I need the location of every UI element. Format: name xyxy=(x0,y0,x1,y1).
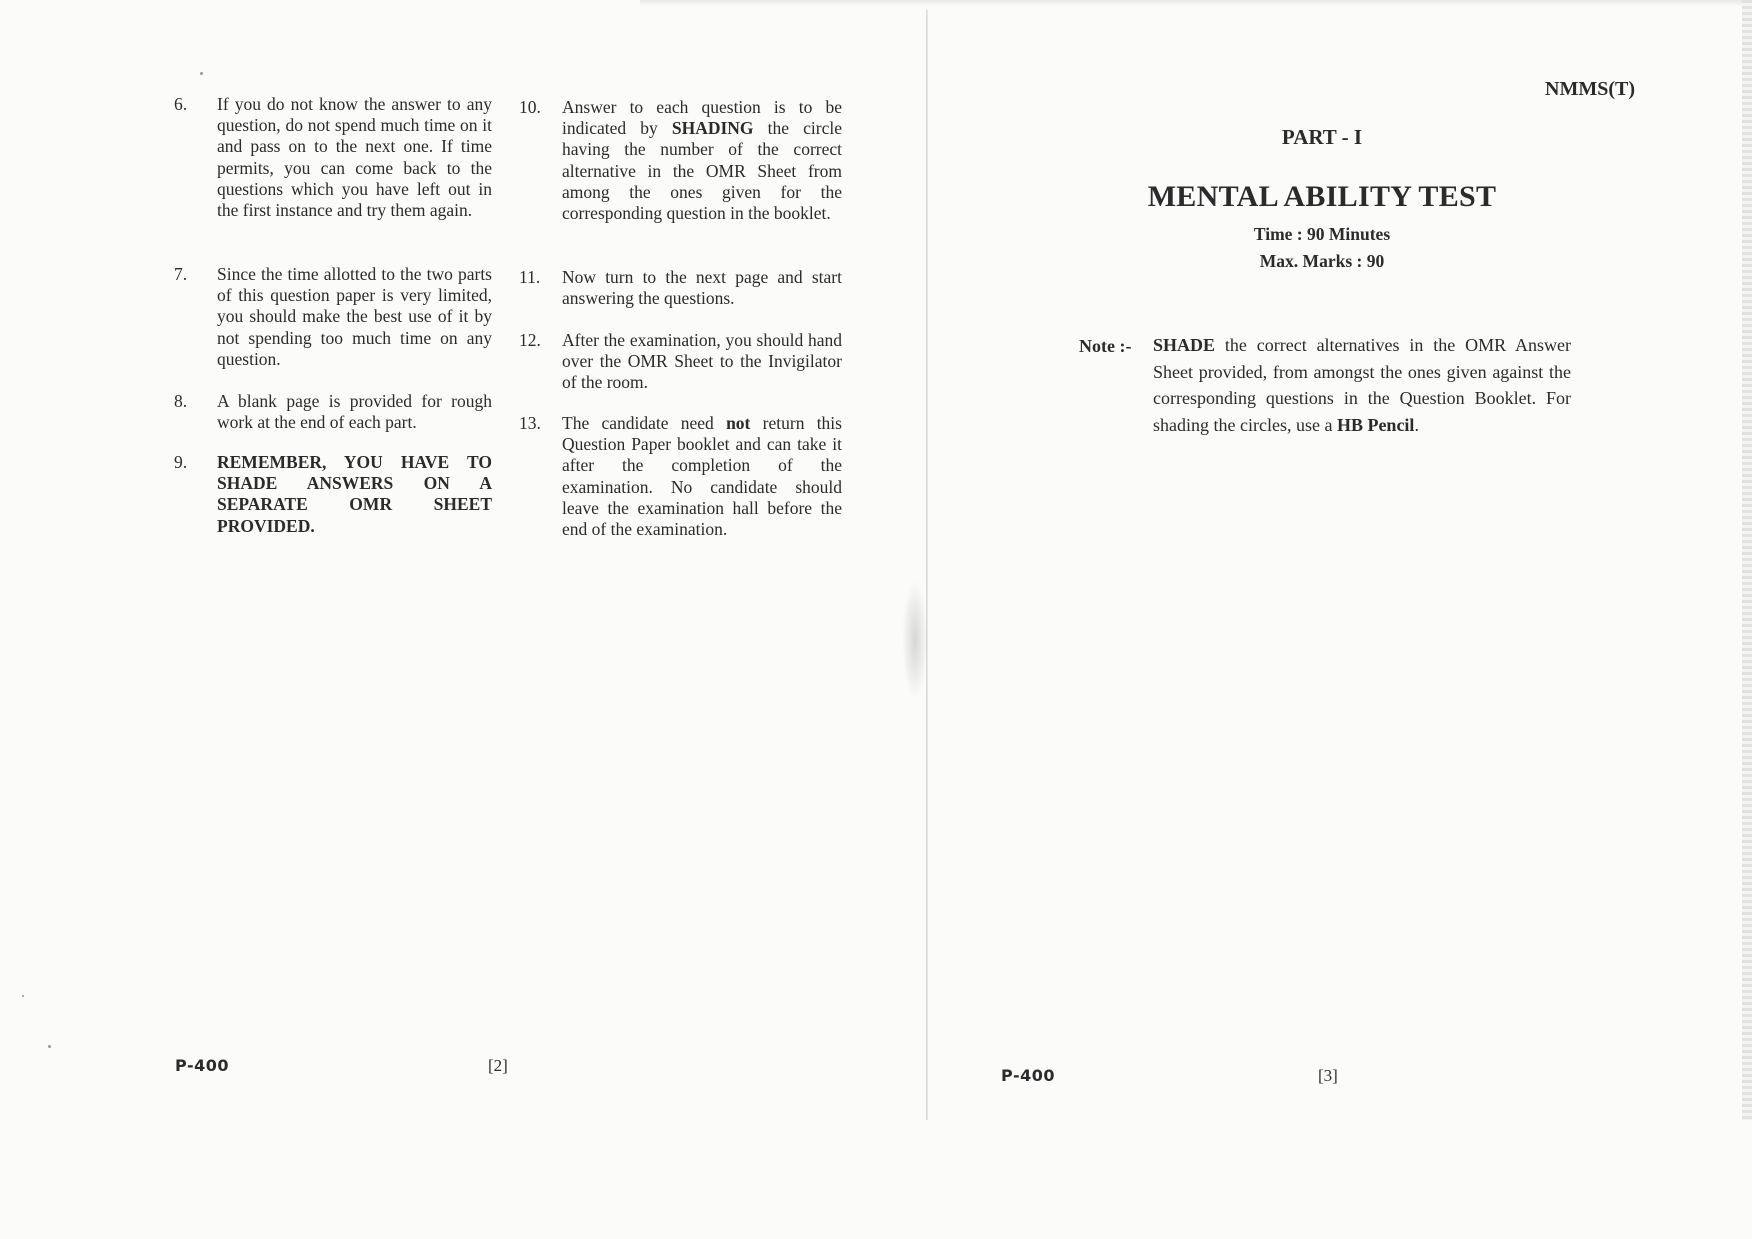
part-heading: PART - I xyxy=(1281,125,1363,149)
text-emphasis: SHADE xyxy=(1153,335,1216,355)
item-number: 7. xyxy=(174,264,188,284)
paper-code-header: NMMS(T) xyxy=(1545,78,1635,100)
item-text: A blank page is provided for rough work at the end of each part. xyxy=(217,391,492,433)
item-text: If you do not know the answer to any question, do not spend much time on it and pass on to the next one. If time permits, you can come back to the questions which you have left out in the first instance and try them again. xyxy=(217,94,492,221)
text-emphasis: SHADING xyxy=(671,118,754,139)
scan-edge-right xyxy=(1742,0,1752,1120)
text-segment: the correct alternatives in the OMR Answer Sheet provided, from amongst the ones given against the corresponding questions in the Question Booklet. For shading the circles, use a xyxy=(1153,335,1571,435)
item-line: SHADE ANSWERS ON A xyxy=(217,473,492,494)
item-line: REMEMBER, YOU HAVE TO xyxy=(217,452,492,472)
text-segment: . xyxy=(1414,414,1419,435)
item-line: PROVIDED. xyxy=(217,515,315,536)
footer-paper-code: P-400 xyxy=(1001,1066,1055,1085)
test-title: MENTAL ABILITY TEST xyxy=(1147,180,1497,213)
item-text xyxy=(562,97,842,224)
item-number: 11. xyxy=(519,267,541,287)
item-number: 8. xyxy=(174,391,188,411)
item-line: SEPARATE OMR SHEET xyxy=(217,494,492,515)
text-segment: The candidate need xyxy=(562,413,727,433)
item-number: 10. xyxy=(519,97,541,117)
text-emphasis: HB Pencil xyxy=(1336,414,1415,435)
item-number: 9. xyxy=(174,452,188,472)
spine-smudge xyxy=(902,580,928,700)
note-text xyxy=(1153,332,1571,438)
item-text xyxy=(562,413,842,540)
footer-page-number: [3] xyxy=(1318,1066,1338,1085)
item-number: 12. xyxy=(519,330,541,350)
scan-speck xyxy=(22,995,24,997)
scan-speck xyxy=(48,1045,51,1048)
text-emphasis: not xyxy=(726,413,751,433)
item-number: 6. xyxy=(174,94,188,114)
item-number: 13. xyxy=(519,413,541,433)
text-segment: the circle having the number of the correct alternative in the OMR Sheet from among the ones given for the corresponding question in the booklet. xyxy=(562,118,842,224)
page-spine xyxy=(926,10,928,1120)
item-text: Now turn to the next page and start answering the questions. xyxy=(562,267,842,309)
max-marks: Max. Marks : 90 xyxy=(1259,251,1385,271)
footer-page-number: [2] xyxy=(488,1056,508,1075)
scan-edge-top xyxy=(640,0,1752,6)
item-text: After the examination, you should hand over the OMR Sheet to the Invigilator of the room. xyxy=(562,330,842,393)
time-allowed: Time : 90 Minutes xyxy=(1253,224,1391,244)
item-text-bold xyxy=(217,452,492,537)
text-segment: Answer to each question is to be indicated by xyxy=(562,97,842,139)
footer-paper-code: P-400 xyxy=(175,1056,229,1075)
scan-speck xyxy=(200,72,203,75)
note-label: Note :- xyxy=(1079,336,1132,356)
item-text: Since the time allotted to the two parts of this question paper is very limited, you should make the best use of it by not spending too much time on any question. xyxy=(217,264,492,369)
text-segment: return this Question Paper booklet and can take it after the completion of the examination. No candidate should leave the examination hall before the end of the examination. xyxy=(562,413,842,540)
